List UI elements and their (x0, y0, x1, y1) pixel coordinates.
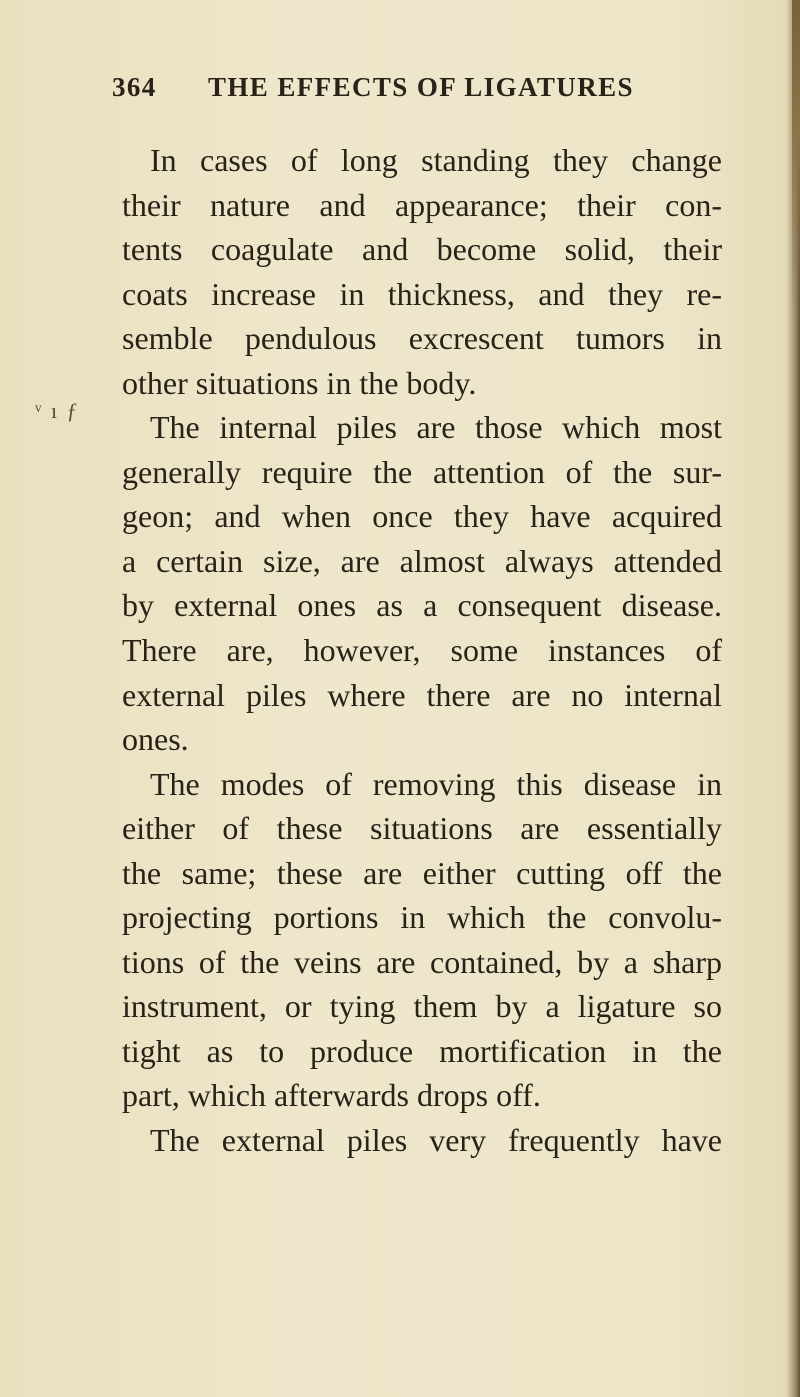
text-line: their nature and appearance; their con- (122, 186, 722, 223)
text-line: There are, however, some instances of (122, 632, 722, 669)
text-line: generally require the attention of the sur- (122, 453, 722, 490)
margin-note: ᵛ ı ƒ (35, 398, 80, 423)
text-line: tight as to produce mortification in the (122, 1032, 722, 1069)
text-line: The modes of removing this disease in (150, 765, 722, 802)
text-line: instrument, or tying them by a ligature so (122, 988, 722, 1025)
text-line: ones. (122, 721, 189, 758)
text-line: a certain size, are almost always attended (122, 542, 722, 579)
text-line: The internal piles are those which most (150, 409, 722, 446)
page-header (112, 72, 634, 112)
text-line: part, which afterwards drops off. (122, 1077, 541, 1114)
text-line: projecting portions in which the convolu- (122, 899, 722, 936)
text-line: either of these situations are essentially (122, 810, 722, 847)
text-line: tents coagulate and become solid, their (122, 231, 722, 268)
text-line: geon; and when once they have acquired (122, 498, 722, 535)
text-line: In cases of long standing they change (150, 142, 722, 178)
running-title: THE EFFECTS OF LIGATURES (208, 72, 634, 102)
text-line: other situations in the body. (122, 364, 477, 401)
text-line: by external ones as a consequent disease. (122, 587, 722, 624)
text-line: the same; these are either cutting off the (122, 854, 722, 891)
text-line: coats increase in thickness, and they re- (122, 275, 722, 312)
page-number: 364 (112, 72, 157, 102)
page-edge-binding (792, 0, 800, 320)
text-line: external piles where there are no internal (122, 676, 722, 713)
body-text (122, 138, 722, 1163)
text-line: semble pendulous excrescent tumors in (122, 320, 722, 357)
text-line: tions of the veins are contained, by a sharp (122, 943, 722, 980)
text-line: The external piles very frequently have (150, 1122, 722, 1159)
